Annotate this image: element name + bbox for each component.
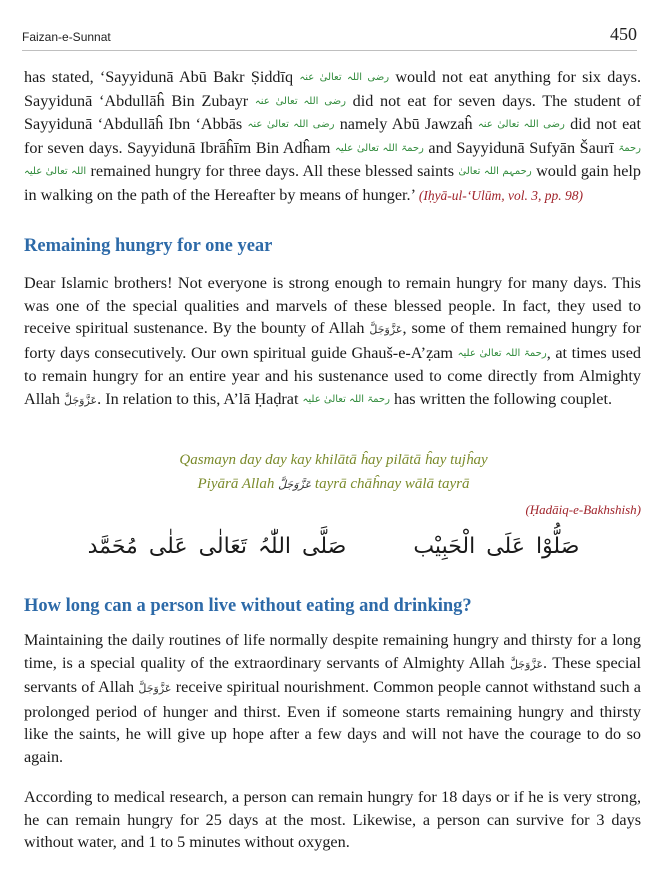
citation: (Iḥyā-ul-‘Ulūm, vol. 3, pp. 98) xyxy=(418,187,584,203)
honorific-radiyallah: رضی اللہ تعالیٰ عنہ xyxy=(299,72,390,83)
paragraph-saints-fasting: has stated, ‘Sayyidunā Abū Bakr Ṣiddīq رضی اللہ تعالیٰ عنہ would not eat anything for six days. Sayyidunā ‘Abdullāĥ Bin Zubayr رضی اللہ تعالیٰ عنہ did not eat for seven days. The student of Sayyidunā ‘Abdullāĥ Ibn ‘Abbās رضی اللہ تعالیٰ عنہ namely Abū Jawzaĥ رضی اللہ تعالیٰ عنہ did not eat for seven days. Sayyidunā Ibrāĥīm Bin Adĥam رحمۃ اللہ تعالیٰ علیہ and Sayyidunā Sufyān Šaurī رحمۃ اللہ تعالیٰ علیہ remained hungry for three days. All these blessed saints رحمہم اللہ تعالیٰ would gain help in walking on the path of the Hereafter by means of hunger.’ (Iḥyā-ul-‘Ulūm, vol. 3, pp. 98) xyxy=(24,68,641,204)
honorific-radiyallah: رضی اللہ تعالیٰ عنہ xyxy=(254,95,346,107)
azzawajal-glyph: عَزَّوَجَلَّ xyxy=(138,682,172,696)
durood-left: صَلَّی اللّٰہُ تَعَالٰی عَلٰی مُحَمَّد xyxy=(87,534,347,559)
honorific-rahmatullah: رحمۃ اللہ تعالیٰ علیہ xyxy=(24,142,641,178)
durood-calligraphy xyxy=(0,534,667,559)
section-heading-without-eating: How long can a person live without eating and drinking? xyxy=(24,596,472,616)
honorific-radiyallah: رضی اللہ تعالیٰ عنہ xyxy=(477,119,565,131)
azzawajal-glyph: عَزَّوَجَلَّ xyxy=(64,393,98,407)
page-header xyxy=(22,22,637,51)
paragraph-special-servants: Maintaining the daily routines of life normally despite remaining hungry and thirsty for a long time, is a special quality of the extraordinary servants of Almighty Allah عَزَّوَجَلَّ. These special servants of Allah عَزَّوَجَلَّ receive spiritual nourishment. Common people cannot withstand such a prolonged period of hunger and thirst. Even if someone starts remaining hungry and thirsty like the saints, he will give up hope after a few days and will not have the courage to do so again. xyxy=(24,631,641,766)
page-number: 450 xyxy=(610,24,637,44)
paragraph-medical-research: According to medical research, a person can remain hungry for 18 days or if he is very strong, he can remain hungry for 25 days at the most. Likewise, a person can survive for 3 days without water, and 1 to 5 minutes without oxygen. xyxy=(24,788,641,852)
honorific-radiyallah: رضی اللہ تعالیٰ عنہ xyxy=(247,119,335,131)
azzawajal-glyph: عَزَّوَجَلَّ xyxy=(278,478,312,491)
book-title: Faizan-e-Sunnat xyxy=(22,30,111,44)
couplet-line-1: Qasmayn day day kay khilātā ĥay pilātā ĥay tujĥay xyxy=(179,452,488,468)
honorific-rahmatullah-plural: رحمہم اللہ تعالیٰ xyxy=(458,166,532,178)
couplet-source: (Ḥadāiq-e-Bakhshish) xyxy=(525,502,641,517)
honorific-rahmatullah: رحمۃ اللہ تعالیٰ علیہ xyxy=(302,393,390,405)
durood-right: صَلُّوْا عَلَی الْحَبِیْب xyxy=(413,534,580,559)
azzawajal-glyph: عَزَّوَجَلَّ xyxy=(369,323,403,337)
couplet-line-2: Piyārā Allah عَزَّوَجَلَّ tayrā chāĥnay wālā tayrā xyxy=(197,476,470,492)
honorific-rahmatullah: رحمۃ اللہ تعالیٰ علیہ xyxy=(335,142,424,154)
honorific-rahmatullah: رحمۃ اللہ تعالیٰ علیہ xyxy=(457,347,547,359)
paragraph-one-year: Dear Islamic brothers! Not everyone is strong enough to remain hungry for many days. This was one of the special qualities and marvels of these blessed people. In fact, they used to receive spiritual sustenance. By the bounty of Allah عَزَّوَجَلَّ, some of them remained hungry for forty days consecutively. Our own spiritual guide Ghauš-e-A’ẓam رحمۃ اللہ تعالیٰ علیہ, at times used to remain hungry for an entire year and his sustenance used to come directly from Almighty Allah عَزَّوَجَلَّ. In relation to this, A’lā Ḥaḍrat رحمۃ اللہ تعالیٰ علیہ has written the following couplet. xyxy=(24,274,641,408)
azzawajal-glyph: عَزَّوَجَلَّ xyxy=(509,657,544,671)
section-heading-one-year: Remaining hungry for one year xyxy=(24,236,273,256)
